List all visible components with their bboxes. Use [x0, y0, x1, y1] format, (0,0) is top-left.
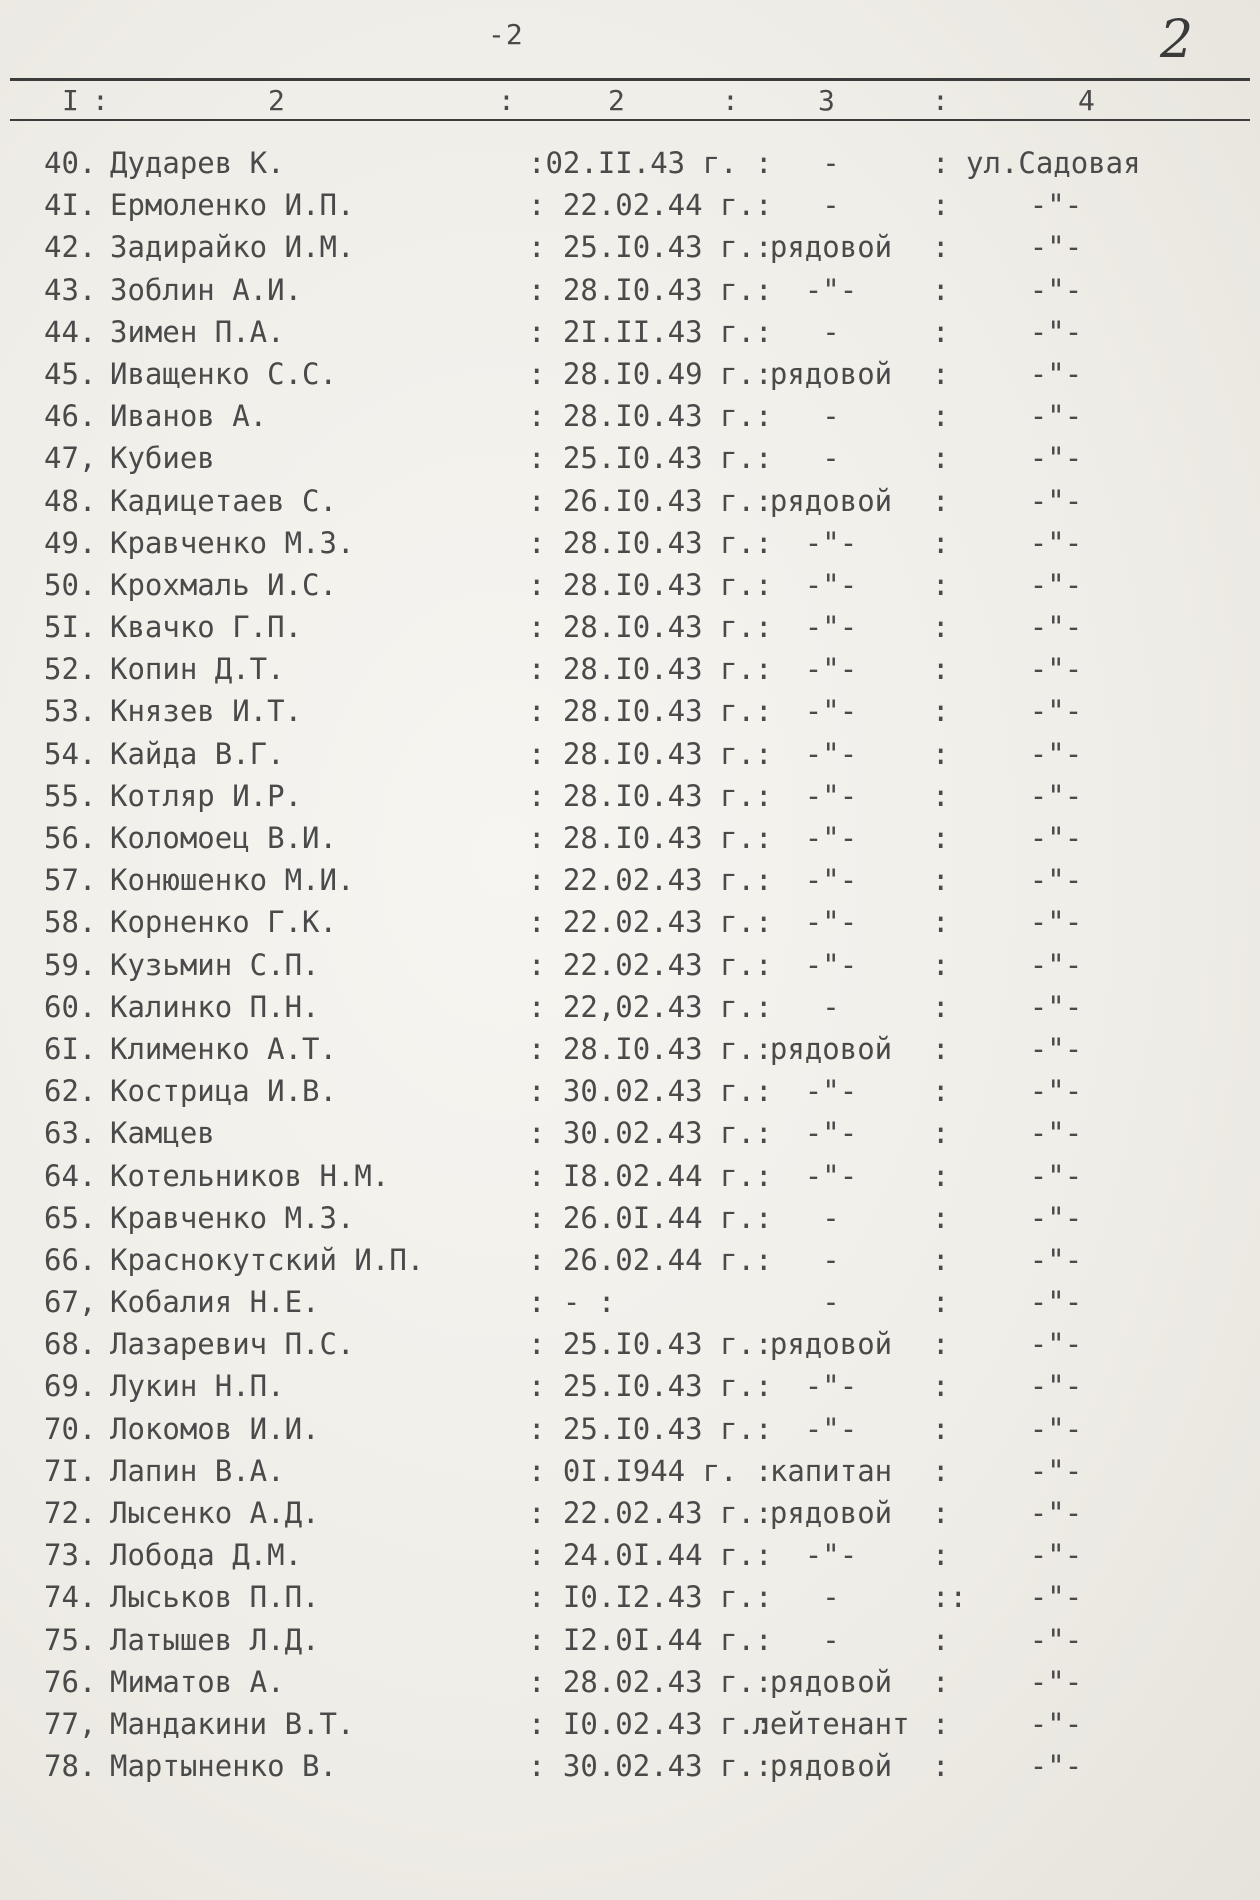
- date-cell: : 28.I0.43 г.:: [528, 736, 773, 771]
- date-cell: : 22.02.44 г.:: [528, 188, 773, 223]
- row-number: 54.: [44, 736, 97, 771]
- address-cell: -"-: [1029, 863, 1083, 898]
- column-separator: :: [932, 863, 950, 898]
- person-name: Лазаревич П.С.: [110, 1327, 355, 1362]
- person-name: Латышев Л.Д.: [110, 1622, 320, 1657]
- column-separator: :: [932, 1116, 950, 1151]
- person-name: Лобода Д.М.: [110, 1538, 303, 1573]
- date-cell: : 28.I0.43 г.:: [528, 272, 773, 307]
- row-number: 62.: [44, 1074, 97, 1109]
- address-cell: -"-: [1029, 1074, 1083, 1109]
- person-name: Копин Д.Т.: [110, 652, 285, 687]
- column-separator: :: [932, 694, 950, 729]
- table-row: [0, 269, 1260, 311]
- date-cell: : 28.02.43 г.:: [528, 1664, 773, 1699]
- date-cell: : 22.02.43 г.:: [528, 947, 773, 982]
- rank-cell: -"-: [804, 652, 858, 687]
- rank-cell: рядовой: [769, 1031, 893, 1066]
- header-sep: :: [92, 84, 109, 117]
- column-separator: :: [932, 1327, 950, 1362]
- address-cell: -"-: [1029, 399, 1083, 434]
- column-separator: :: [932, 1285, 950, 1320]
- date-cell: : 28.I0.43 г.:: [528, 778, 773, 813]
- person-name: Кобалия Н.Е.: [110, 1285, 320, 1320]
- address-cell: -"-: [1029, 230, 1083, 265]
- date-cell: : 28.I0.49 г.:: [528, 356, 773, 391]
- column-separator: :: [932, 146, 950, 180]
- person-name: Мартыненко В.: [110, 1749, 337, 1784]
- row-number: 73.: [44, 1538, 97, 1573]
- person-name: Лапин В.А.: [110, 1453, 285, 1488]
- table-row: [0, 1239, 1260, 1281]
- column-separator: :: [932, 1749, 950, 1784]
- row-number: 43.: [44, 272, 97, 307]
- rank-cell: рядовой: [769, 1496, 893, 1530]
- date-cell: : 28.I0.43 г.:: [528, 694, 773, 729]
- table-row: [0, 395, 1260, 437]
- table-row: [0, 353, 1260, 395]
- address-cell: -"-: [1029, 1664, 1083, 1699]
- row-number: 42.: [44, 230, 97, 265]
- page-number: -2: [488, 18, 524, 51]
- date-cell: : 28.I0.43 г.:: [528, 399, 773, 434]
- header-bottom-rule: [10, 119, 1250, 121]
- row-number: 64.: [44, 1158, 97, 1193]
- person-name: Лысенко А.Д.: [110, 1496, 320, 1530]
- column-separator: :: [932, 567, 950, 602]
- table-row: [0, 690, 1260, 732]
- table-row: [0, 564, 1260, 606]
- date-cell: : 24.0I.44 г.:: [528, 1538, 773, 1573]
- date-cell: : 30.02.43 г.:: [528, 1116, 773, 1151]
- person-name: Князев И.Т.: [110, 694, 303, 729]
- address-cell: -"-: [1029, 1327, 1083, 1362]
- rank-cell: -: [822, 1580, 840, 1615]
- row-number: 69.: [44, 1369, 97, 1404]
- rank-cell: -: [822, 1200, 840, 1235]
- person-name: Лукин Н.П.: [110, 1369, 285, 1404]
- rank-cell: -"-: [804, 905, 858, 940]
- address-cell: -"-: [1029, 610, 1083, 645]
- rank-cell: -: [822, 1242, 840, 1277]
- person-name: Кравченко М.З.: [110, 1200, 355, 1235]
- row-number: 44.: [44, 314, 97, 349]
- table-row: [0, 480, 1260, 522]
- row-number: 70.: [44, 1411, 97, 1446]
- person-name: Кайда В.Г.: [110, 736, 285, 771]
- rank-cell: -"-: [804, 1411, 858, 1446]
- address-cell: -"-: [1029, 1538, 1083, 1573]
- column-separator: ::: [932, 1580, 967, 1615]
- table-row: [0, 901, 1260, 943]
- date-cell: : 22.02.43 г.:: [528, 905, 773, 940]
- column-separator: :: [932, 441, 950, 476]
- rank-cell: -"-: [804, 736, 858, 771]
- column-separator: :: [932, 483, 950, 518]
- person-name: Миматов А.: [110, 1664, 285, 1699]
- rank-cell: -: [822, 399, 840, 434]
- column-separator: :: [932, 821, 950, 855]
- address-cell: -"-: [1029, 356, 1083, 391]
- table-row: [0, 1745, 1260, 1787]
- table-header: [0, 84, 1260, 116]
- address-cell: -"-: [1029, 1580, 1083, 1615]
- date-cell: : 28.I0.43 г.:: [528, 1031, 773, 1066]
- header-sep: :: [498, 84, 515, 117]
- rank-cell: -"-: [804, 1074, 858, 1109]
- column-separator: :: [932, 989, 950, 1024]
- table-row: [0, 733, 1260, 775]
- table-row: [0, 775, 1260, 817]
- address-cell: -"-: [1029, 905, 1083, 940]
- rank-cell: -"-: [804, 1158, 858, 1193]
- rank-cell: -: [822, 989, 840, 1024]
- date-cell: : I2.0I.44 г.:: [528, 1622, 773, 1657]
- row-number: 56.: [44, 821, 97, 855]
- person-name: Иванов А.: [110, 399, 268, 434]
- header-col-4: 4: [1078, 84, 1095, 117]
- address-cell: -"-: [1029, 314, 1083, 349]
- row-number: 53.: [44, 694, 97, 729]
- date-cell: : 28.I0.43 г.:: [528, 652, 773, 687]
- person-name: Конюшенко М.И.: [110, 863, 355, 898]
- row-number: 59.: [44, 947, 97, 982]
- rank-cell: -"-: [804, 1538, 858, 1573]
- table-row: [0, 1365, 1260, 1407]
- table-row: [0, 1281, 1260, 1323]
- table-row: [0, 142, 1260, 184]
- row-number: 78.: [44, 1749, 97, 1784]
- row-number: 67,: [44, 1285, 97, 1320]
- date-cell: : 22.02.43 г.:: [528, 1496, 773, 1530]
- rank-cell: -"-: [804, 525, 858, 560]
- address-cell: -"-: [1029, 1242, 1083, 1277]
- row-number: 4I.: [44, 188, 97, 223]
- row-number: 75.: [44, 1622, 97, 1657]
- row-number: 57.: [44, 863, 97, 898]
- date-cell: : 25.I0.43 г.:: [528, 1327, 773, 1362]
- person-name: Кубиев: [110, 441, 215, 476]
- date-cell: : 2I.II.43 г.:: [528, 314, 773, 349]
- column-separator: :: [932, 1031, 950, 1066]
- person-name: Кравченко М.З.: [110, 525, 355, 560]
- table-row: [0, 1661, 1260, 1703]
- date-cell: : 25.I0.43 г.:: [528, 1411, 773, 1446]
- person-name: Клименко А.Т.: [110, 1031, 337, 1066]
- address-cell: -"-: [1029, 1749, 1083, 1784]
- row-number: 74.: [44, 1580, 97, 1615]
- address-cell: -"-: [1029, 736, 1083, 771]
- date-cell: : I8.02.44 г.:: [528, 1158, 773, 1193]
- rank-cell: рядовой: [769, 483, 893, 518]
- column-separator: :: [932, 610, 950, 645]
- column-separator: :: [932, 1242, 950, 1277]
- row-number: 68.: [44, 1327, 97, 1362]
- person-name: Локомов И.И.: [110, 1411, 320, 1446]
- table-row: [0, 648, 1260, 690]
- date-cell: : 28.I0.43 г.:: [528, 525, 773, 560]
- row-number: 49.: [44, 525, 97, 560]
- column-separator: :: [932, 1706, 950, 1741]
- address-cell: ул.Садовая: [966, 146, 1141, 180]
- person-name: Дударев К.: [110, 146, 285, 180]
- row-number: 47,: [44, 441, 97, 476]
- date-cell: : 30.02.43 г.:: [528, 1749, 773, 1784]
- table-row: [0, 1450, 1260, 1492]
- row-number: 55.: [44, 778, 97, 813]
- date-cell: : - :: [528, 1285, 616, 1320]
- column-separator: :: [932, 1622, 950, 1657]
- rank-cell: -"-: [804, 863, 858, 898]
- table-row: [0, 986, 1260, 1028]
- header-col-2: 2: [268, 84, 285, 117]
- rank-cell: -"-: [804, 272, 858, 307]
- rank-cell: -"-: [804, 947, 858, 982]
- header-top-rule: [10, 78, 1250, 81]
- row-number: 46.: [44, 399, 97, 434]
- rank-cell: -: [822, 441, 840, 476]
- header-sep: :: [932, 84, 949, 117]
- row-number: 40.: [44, 146, 97, 180]
- address-cell: -"-: [1029, 1706, 1083, 1741]
- rank-cell: рядовой: [769, 356, 893, 391]
- column-separator: :: [932, 1538, 950, 1573]
- date-cell: : 25.I0.43 г.:: [528, 230, 773, 265]
- person-name: Корненко Г.К.: [110, 905, 337, 940]
- rank-cell: -"-: [804, 821, 858, 855]
- rank-cell: -"-: [804, 567, 858, 602]
- address-cell: -"-: [1029, 821, 1083, 855]
- rank-cell: -"-: [804, 1369, 858, 1404]
- row-number: 66.: [44, 1242, 97, 1277]
- column-separator: :: [932, 778, 950, 813]
- address-cell: -"-: [1029, 1496, 1083, 1530]
- table-row: [0, 1534, 1260, 1576]
- rank-cell: -"-: [804, 610, 858, 645]
- table-row: [0, 1028, 1260, 1070]
- row-number: 5I.: [44, 610, 97, 645]
- person-name: Коломоец В.И.: [110, 821, 337, 855]
- person-name: Крохмаль И.С.: [110, 567, 337, 602]
- address-cell: -"-: [1029, 947, 1083, 982]
- person-name: Кадицетаев С.: [110, 483, 337, 518]
- address-cell: -"-: [1029, 694, 1083, 729]
- address-cell: -"-: [1029, 652, 1083, 687]
- row-number: 52.: [44, 652, 97, 687]
- header-col-1: I: [62, 84, 79, 117]
- handwritten-sheet-number: 2: [1160, 10, 1194, 70]
- row-number: 50.: [44, 567, 97, 602]
- person-name: Квачко Г.П.: [110, 610, 303, 645]
- person-name: Ермоленко И.П.: [110, 188, 355, 223]
- rank-cell: -: [822, 146, 840, 180]
- row-number: 48.: [44, 483, 97, 518]
- column-separator: :: [932, 1369, 950, 1404]
- date-cell: : I0.02.43 г.:: [528, 1706, 773, 1741]
- address-cell: -"-: [1029, 1369, 1083, 1404]
- rank-cell: рядовой: [769, 1749, 893, 1784]
- rank-cell: рядовой: [769, 1327, 893, 1362]
- address-cell: -"-: [1029, 1411, 1083, 1446]
- rank-cell: -: [822, 1622, 840, 1657]
- date-cell: : 22.02.43 г.:: [528, 863, 773, 898]
- table-row: [0, 859, 1260, 901]
- date-cell: : 30.02.43 г.:: [528, 1074, 773, 1109]
- header-sep: :: [722, 84, 739, 117]
- table-row: [0, 311, 1260, 353]
- address-cell: -"-: [1029, 1622, 1083, 1657]
- address-cell: -"-: [1029, 1031, 1083, 1066]
- column-separator: :: [932, 1496, 950, 1530]
- rank-cell: -: [822, 1285, 840, 1320]
- address-cell: -"-: [1029, 1158, 1083, 1193]
- address-cell: -"-: [1029, 1200, 1083, 1235]
- rank-cell: -"-: [804, 1116, 858, 1151]
- table-row: [0, 1576, 1260, 1618]
- column-separator: :: [932, 356, 950, 391]
- column-separator: :: [932, 1200, 950, 1235]
- person-name: Кострица И.В.: [110, 1074, 337, 1109]
- column-separator: :: [932, 905, 950, 940]
- table-row: [0, 817, 1260, 859]
- date-cell: : 26.I0.43 г.:: [528, 483, 773, 518]
- row-number: 76.: [44, 1664, 97, 1699]
- table-row: [0, 1619, 1260, 1661]
- date-cell: : 26.0I.44 г.:: [528, 1200, 773, 1235]
- person-name: Иващенко С.С.: [110, 356, 337, 391]
- column-separator: :: [932, 188, 950, 223]
- column-separator: :: [932, 399, 950, 434]
- person-name: Задирайко И.М.: [110, 230, 355, 265]
- table-row: [0, 1408, 1260, 1450]
- rank-cell: -"-: [804, 694, 858, 729]
- address-cell: -"-: [1029, 989, 1083, 1024]
- table-row: [0, 1703, 1260, 1745]
- rank-cell: -: [822, 188, 840, 223]
- rank-cell: рядовой: [769, 230, 893, 265]
- address-cell: -"-: [1029, 1116, 1083, 1151]
- person-name: Калинко П.Н.: [110, 989, 320, 1024]
- column-separator: :: [932, 1074, 950, 1109]
- date-cell: : 22,02.43 г.:: [528, 989, 773, 1024]
- date-cell: : 0I.I944 г. :: [528, 1453, 773, 1488]
- date-cell: : I0.I2.43 г.:: [528, 1580, 773, 1615]
- date-cell: : 28.I0.43 г.:: [528, 610, 773, 645]
- row-number: 6I.: [44, 1031, 97, 1066]
- address-cell: -"-: [1029, 1285, 1083, 1320]
- address-cell: -"-: [1029, 188, 1083, 223]
- column-separator: :: [932, 736, 950, 771]
- address-cell: -"-: [1029, 778, 1083, 813]
- person-name: Краснокутский И.П.: [110, 1242, 425, 1277]
- column-separator: :: [932, 525, 950, 560]
- table-row: [0, 1492, 1260, 1534]
- table-row: [0, 522, 1260, 564]
- table-row: [0, 437, 1260, 479]
- person-name: Котельников Н.М.: [110, 1158, 390, 1193]
- table-row: [0, 184, 1260, 226]
- column-separator: :: [932, 1411, 950, 1446]
- table-row: [0, 606, 1260, 648]
- row-number: 58.: [44, 905, 97, 940]
- row-number: 7I.: [44, 1453, 97, 1488]
- address-cell: -"-: [1029, 1453, 1083, 1488]
- address-cell: -"-: [1029, 483, 1083, 518]
- row-number: 77,: [44, 1706, 97, 1741]
- record-list: [0, 142, 1260, 1787]
- row-number: 45.: [44, 356, 97, 391]
- column-separator: :: [932, 947, 950, 982]
- row-number: 72.: [44, 1496, 97, 1530]
- header-col-3: 3: [818, 84, 835, 117]
- header-col-2b: 2: [608, 84, 625, 117]
- date-cell: : 28.I0.43 г.:: [528, 821, 773, 855]
- person-name: Кузьмин С.П.: [110, 947, 320, 982]
- column-separator: :: [932, 1453, 950, 1488]
- person-name: Зимен П.А.: [110, 314, 285, 349]
- person-name: Лыськов П.П.: [110, 1580, 320, 1615]
- column-separator: :: [932, 1664, 950, 1699]
- address-cell: -"-: [1029, 525, 1083, 560]
- column-separator: :: [932, 1158, 950, 1193]
- rank-cell: рядовой: [769, 1664, 893, 1699]
- table-row: [0, 1155, 1260, 1197]
- row-number: 65.: [44, 1200, 97, 1235]
- column-separator: :: [932, 314, 950, 349]
- column-separator: :: [932, 652, 950, 687]
- row-number: 63.: [44, 1116, 97, 1151]
- person-name: Котляр И.Р.: [110, 778, 303, 813]
- person-name: Зоблин А.И.: [110, 272, 303, 307]
- person-name: Камцев: [110, 1116, 215, 1151]
- column-separator: :: [932, 230, 950, 265]
- table-row: [0, 1112, 1260, 1154]
- date-cell: : 25.I0.43 г.:: [528, 441, 773, 476]
- address-cell: -"-: [1029, 272, 1083, 307]
- address-cell: -"-: [1029, 567, 1083, 602]
- rank-cell: капитан: [769, 1453, 893, 1488]
- row-number: 60.: [44, 989, 97, 1024]
- date-cell: :02.II.43 г. :: [528, 146, 773, 180]
- table-row: [0, 944, 1260, 986]
- rank-cell: лейтенант: [752, 1706, 910, 1741]
- date-cell: : 25.I0.43 г.:: [528, 1369, 773, 1404]
- table-row: [0, 1197, 1260, 1239]
- table-row: [0, 226, 1260, 268]
- table-row: [0, 1323, 1260, 1365]
- date-cell: : 26.02.44 г.:: [528, 1242, 773, 1277]
- person-name: Мандакини В.Т.: [110, 1706, 355, 1741]
- address-cell: -"-: [1029, 441, 1083, 476]
- column-separator: :: [932, 272, 950, 307]
- rank-cell: -"-: [804, 778, 858, 813]
- table-row: [0, 1070, 1260, 1112]
- rank-cell: -: [822, 314, 840, 349]
- date-cell: : 28.I0.43 г.:: [528, 567, 773, 602]
